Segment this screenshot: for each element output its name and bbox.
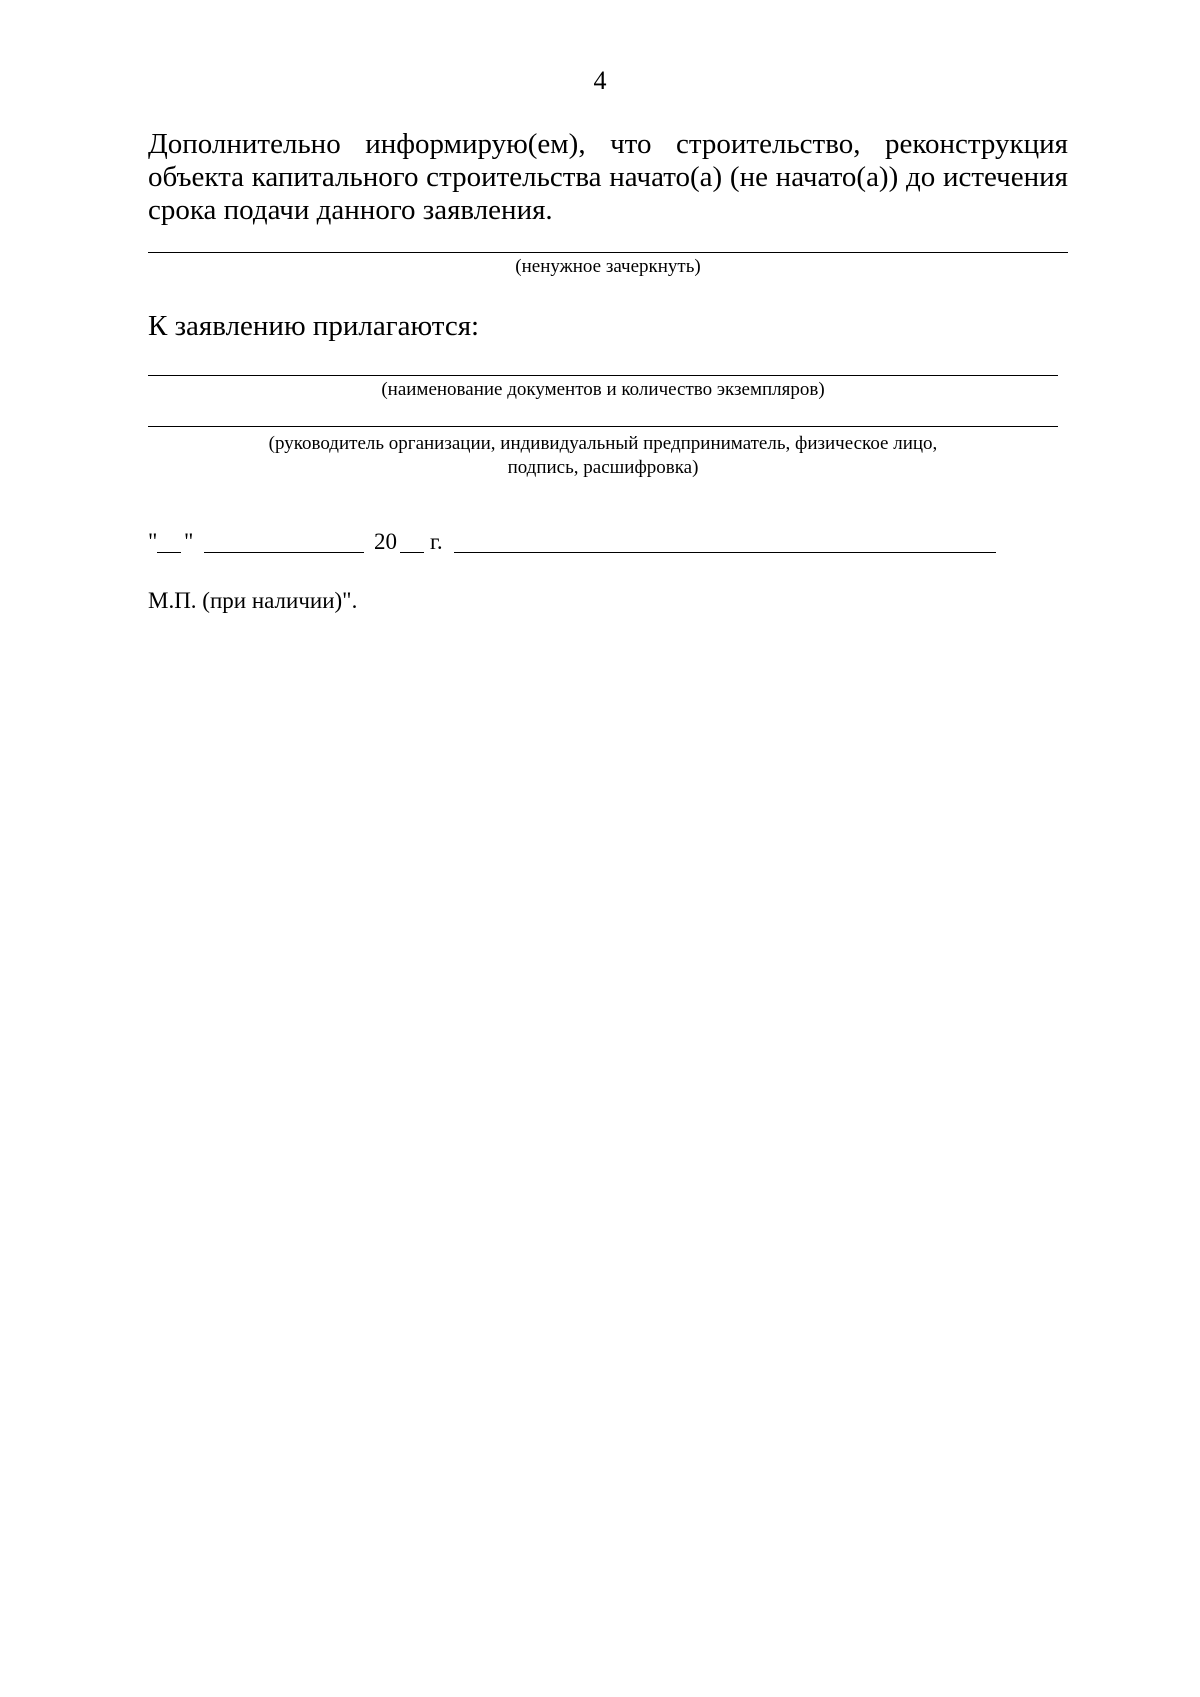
date-signature-row (148, 528, 998, 560)
day-close-quote: " (184, 529, 194, 554)
attachments-caption: (наименование документов и количество экземпляров) (381, 379, 825, 400)
signatory-caption-line-2: подпись, расшифровка) (507, 457, 699, 478)
signature-blank (454, 552, 996, 553)
page-number: 4 (593, 66, 607, 95)
construction-status-statement: Дополнительно информирую(ем), что строительство, реконструкция объекта капитального строительства начато(а) (не начато(а)) до истечения срока подачи данного заявления. (148, 128, 1068, 226)
strike-choice-line (148, 252, 1068, 253)
year-suffix: г. (430, 529, 443, 554)
day-open-quote: " (148, 529, 158, 554)
strike-choice-caption: (ненужное зачеркнуть) (515, 256, 701, 277)
year-prefix: 20 (374, 529, 397, 554)
day-blank (157, 552, 181, 553)
signatory-caption-line-1: (руководитель организации, индивидуальный предприниматель, физическое лицо, (268, 433, 938, 454)
attachments-line (148, 375, 1058, 376)
year-blank (400, 552, 424, 553)
month-blank (204, 552, 364, 553)
attachments-heading: К заявлению прилагаются: (148, 310, 480, 342)
stamp-note: М.П. (при наличии)". (148, 588, 358, 613)
signatory-line (148, 426, 1058, 427)
